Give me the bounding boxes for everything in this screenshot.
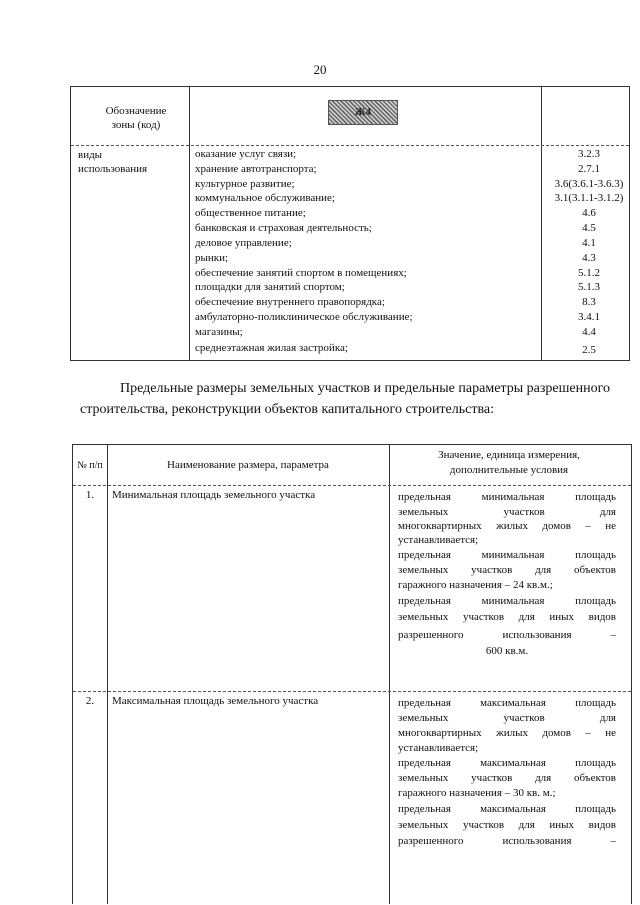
zone-label: Обозначение зоны (код): [105, 105, 167, 131]
use-code: 4.3: [582, 252, 596, 264]
use-name: культурное развитие;: [195, 178, 295, 190]
table-divider: [189, 87, 190, 360]
table-divider: [73, 691, 631, 692]
value-line: предельная максимальная площадь: [398, 757, 616, 769]
zone-code-badge: Ж4: [328, 100, 398, 125]
value-line: предельная минимальная площадь: [398, 491, 616, 503]
use-name: магазины;: [195, 326, 243, 338]
value-line: устанавливается;: [398, 534, 479, 546]
header-num: № п/п: [77, 460, 103, 471]
use-code: 3.2.3: [578, 148, 600, 160]
value-line: 600 кв.м.: [485, 645, 529, 657]
page-number: 20: [313, 62, 327, 77]
value-line: многоквартирных жилых домов – не: [398, 727, 616, 739]
value-line: земельных участков для иных видов: [398, 819, 616, 831]
use-name: хранение автотранспорта;: [195, 163, 317, 175]
use-code: 3.6(3.6.1-3.6.3): [554, 178, 624, 190]
use-name: среднеэтажная жилая застройка;: [195, 342, 348, 354]
use-name: общественное питание;: [195, 207, 306, 219]
use-code: 5.1.3: [578, 281, 600, 293]
use-code: 4.1: [582, 237, 596, 249]
use-code: 2.7.1: [578, 163, 600, 175]
use-name: рынки;: [195, 252, 229, 264]
value-line: земельных участков для: [398, 506, 616, 518]
value-line: земельных участков для объектов: [398, 564, 616, 576]
use-name: обеспечение внутреннего правопорядка;: [195, 296, 385, 308]
value-line: земельных участков для иных видов: [398, 611, 616, 623]
intro-paragraph: Предельные размеры земельных участков и предельные параметры разрешенного строительства, реконструкции объектов капитального строительства:: [80, 381, 610, 417]
uses-label: виды использования: [78, 149, 148, 175]
use-name: банковская и страховая деятельность;: [195, 222, 372, 234]
value-line: земельных участков для объектов: [398, 772, 616, 784]
use-code: 5.1.2: [578, 267, 600, 279]
use-name: коммунальное обслуживание;: [195, 192, 335, 204]
table-divider: [389, 445, 390, 904]
use-name: амбулаторно-поликлиническое обслуживание;: [195, 311, 413, 323]
value-line: разрешенного использования –: [398, 629, 616, 641]
use-code: 3.1(3.1.1-3.1.2): [554, 192, 624, 204]
value-line: предельная максимальная площадь: [398, 803, 616, 815]
value-line: устанавливается;: [398, 742, 479, 754]
row-name: Минимальная площадь земельного участка: [112, 489, 316, 501]
header-value: Значение, единица измерения, дополнительные условия: [438, 449, 580, 476]
use-code: 3.4.1: [578, 311, 600, 323]
value-line: разрешенного использования –: [398, 835, 616, 847]
use-name: площадки для занятий спортом;: [195, 281, 345, 293]
use-name: деловое управление;: [195, 237, 292, 249]
value-line: гаражного назначения – 30 кв. м.;: [398, 787, 556, 799]
use-code: 4.6: [582, 207, 596, 219]
use-code: 4.4: [582, 326, 596, 338]
use-code: 2.5: [582, 344, 596, 356]
table-divider: [73, 485, 631, 486]
value-line: гаражного назначения – 24 кв.м.;: [398, 579, 553, 591]
row-name: Максимальная площадь земельного участка: [112, 695, 319, 707]
value-line: предельная максимальная площадь: [398, 697, 616, 709]
table-divider: [541, 87, 542, 360]
use-name: оказание услуг связи;: [195, 148, 297, 160]
value-line: многоквартирных жилых домов – не: [398, 520, 616, 532]
use-name: обеспечение занятий спортом в помещениях;: [195, 267, 407, 279]
value-line: предельная минимальная площадь: [398, 549, 616, 561]
use-code: 4.5: [582, 222, 596, 234]
row-number: 2.: [85, 695, 95, 707]
table-divider: [71, 145, 629, 146]
value-line: земельных участков для: [398, 712, 616, 724]
use-code: 8.3: [582, 296, 596, 308]
header-name: Наименование размера, параметра: [167, 459, 329, 471]
table-divider: [107, 445, 108, 904]
row-number: 1.: [85, 489, 95, 501]
value-line: предельная минимальная площадь: [398, 595, 616, 607]
